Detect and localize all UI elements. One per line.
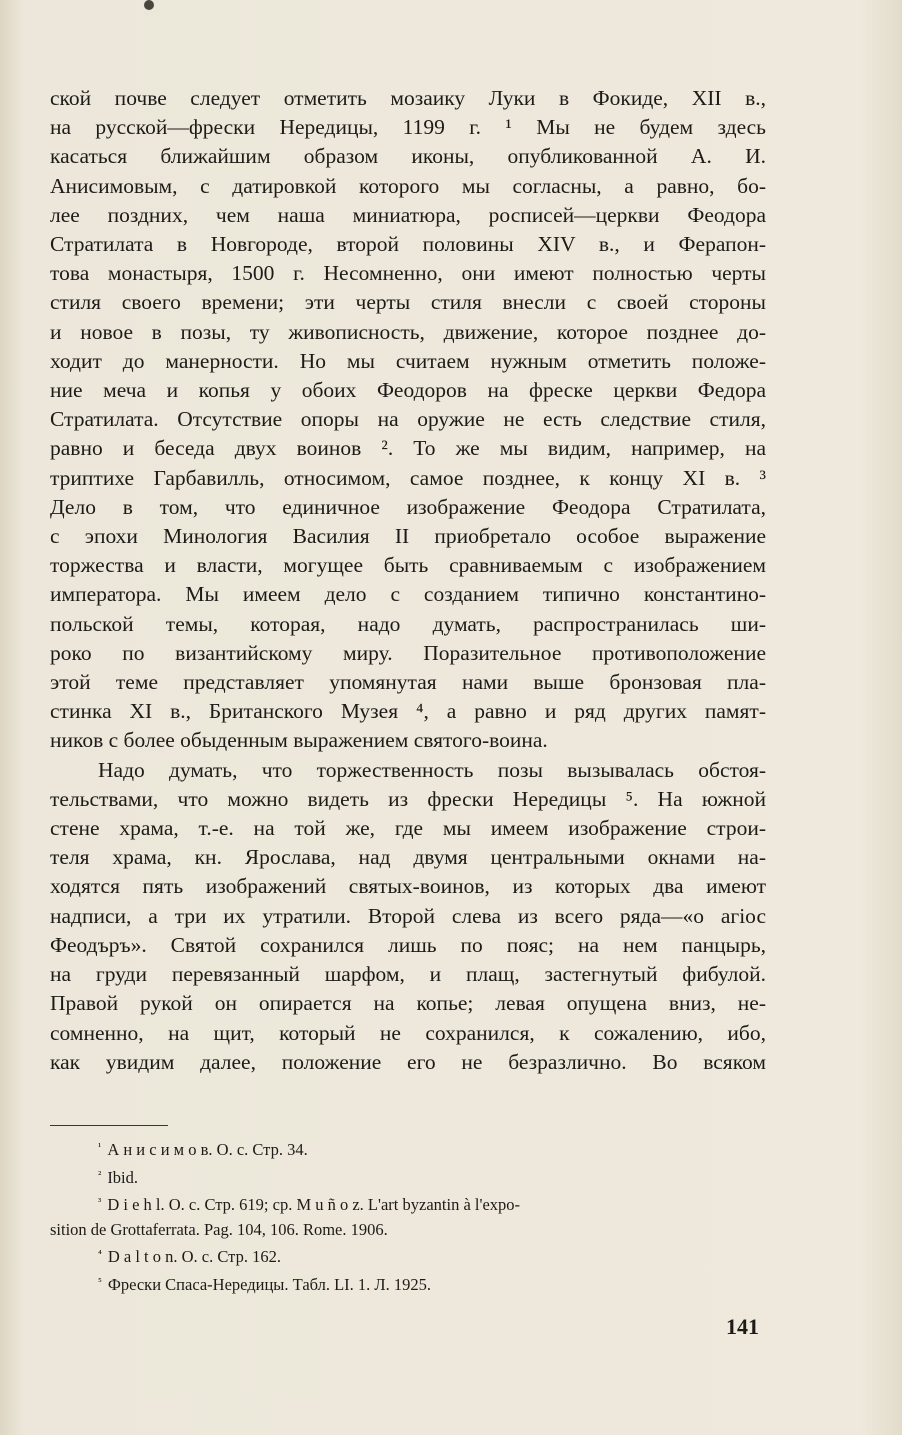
- text-line: касаться ближайшим образом иконы, опубликованной А. И.: [50, 144, 766, 169]
- text-line: Стратилата. Отсутствие опоры на оружие не есть следствие стиля,: [50, 407, 766, 432]
- footnote-marker: ¹: [98, 1141, 102, 1153]
- text-line: лее поздних, чем наша миниатюра, росписей—церкви Феодора: [50, 202, 766, 227]
- text-line: и новое в позы, ту живописность, движение, которое позднее до-: [50, 319, 766, 344]
- text-line: роко по византийскому миру. Поразительное противоположение: [50, 640, 766, 665]
- text-line: теля храма, кн. Ярослава, над двумя центральными окнами на-: [50, 845, 766, 870]
- text-line: этой теме представляет упомянутая нами выше бронзовая пла-: [50, 670, 766, 695]
- text-line: това монастыря, 1500 г. Несомненно, они имеют полностью черты: [50, 261, 766, 286]
- text-line: надписи, а три их утратили. Второй слева из всего ряда—«о агіос: [50, 903, 766, 928]
- text-line: торжества и власти, могущее быть сравниваемым с изображением: [50, 553, 766, 578]
- text-line: польской темы, которая, надо думать, распространилась ши-: [50, 611, 766, 636]
- text-line: Анисимовым, с датировкой которого мы согласны, а равно, бо-: [50, 173, 766, 198]
- footnote-3-continued: [50, 1218, 766, 1243]
- text-line: сомненно, на щит, который не сохранился, к сожалению, ибо,: [50, 1020, 766, 1045]
- footnote-marker: ²: [98, 1168, 102, 1181]
- footnote-text: D a l t o n. O. c. Стр. 162.: [107, 1247, 281, 1266]
- text-line: стинка XI в., Британского Музея ⁴, а равно и ряд других памят-: [50, 699, 766, 724]
- footnote-4: [50, 1242, 766, 1270]
- text-line: Правой рукой он опирается на копье; левая опущена вниз, не-: [50, 991, 766, 1016]
- ink-spot: [144, 0, 154, 10]
- text-line: Стратилата в Новгороде, второй половины XIV в., и Ферапон-: [50, 232, 766, 257]
- text-line: Феодъръ». Святой сохранился лишь по пояс; на нем панцырь,: [50, 932, 766, 957]
- footnote-text: Фрески Спаса-Нередицы. Табл. LI. 1. Л. 1925.: [107, 1274, 431, 1294]
- footnote-2: [50, 1163, 766, 1191]
- main-text: [50, 84, 766, 1077]
- text-line: триптихе Гарбавилль, относимом, самое позднее, к концу XI в. ³: [50, 465, 766, 490]
- footnote-marker: ⁵: [98, 1275, 102, 1288]
- paragraph-start-line: Надо думать, что торжественность позы вызывалась обстоя-: [98, 757, 766, 782]
- footnote-text: sition de Grottaferrata. Pag. 104, 106. Rome. 1906.: [50, 1219, 388, 1239]
- text-line: как увидим далее, положение его не безразлично. Во всяком: [50, 1049, 766, 1074]
- text-line: Дело в том, что единичное изображение Феодора Стратилата,: [50, 494, 766, 519]
- footnote-text: D i e h l. O. c. Стр. 619; ср. M u ñ o z. L'art byzantin à l'expo-: [107, 1195, 521, 1214]
- text-line: равно и беседа двух воинов ². То же мы видим, например, на: [50, 436, 766, 461]
- text-line: ходятся пять изображений святых-воинов, из которых два имеют: [50, 874, 766, 899]
- page-number: 141: [726, 1314, 759, 1339]
- footnote-5: [50, 1270, 766, 1298]
- footnote-text: Ibid.: [107, 1167, 139, 1187]
- footnotes: [50, 1135, 766, 1297]
- text-line: тельствами, что можно видеть из фрески Нередицы ⁵. На южной: [50, 786, 766, 811]
- text-line: императора. Мы имеем дело с созданием типично константино-: [50, 582, 766, 607]
- text-line: ходит до манерности. Но мы считаем нужным отметить положе-: [50, 348, 766, 373]
- text-line: ской почве следует отметить мозаику Луки в Фокиде, XII в.,: [50, 86, 766, 110]
- footnote-1: [50, 1135, 766, 1163]
- paragraph-end-line: ников с более обыденным выражением святого-воина.: [50, 728, 548, 753]
- footnote-divider: [50, 1125, 168, 1126]
- text-line: на груди перевязанный шарфом, и плащ, застегнутый фибулой.: [50, 962, 766, 987]
- text-line: на русской—фрески Нередицы, 1199 г. ¹ Мы не будем здесь: [50, 115, 766, 140]
- footnote-3: [50, 1190, 766, 1218]
- text-line: стене храма, т.-е. на той же, где мы имеем изображение строи-: [50, 816, 766, 841]
- text-line: ние меча и копья у обоих Феодоров на фреске церкви Федора: [50, 378, 766, 403]
- text-line: с эпохи Минология Василия II приобретало особое выражение: [50, 524, 766, 549]
- footnote-text: А н и с и м о в. О. с. Стр. 34.: [107, 1140, 308, 1159]
- footnote-marker: ³: [98, 1196, 102, 1208]
- footnote-marker: ⁴: [98, 1248, 102, 1260]
- text-line: стиля своего времени; эти черты стиля внесли с своей стороны: [50, 290, 766, 315]
